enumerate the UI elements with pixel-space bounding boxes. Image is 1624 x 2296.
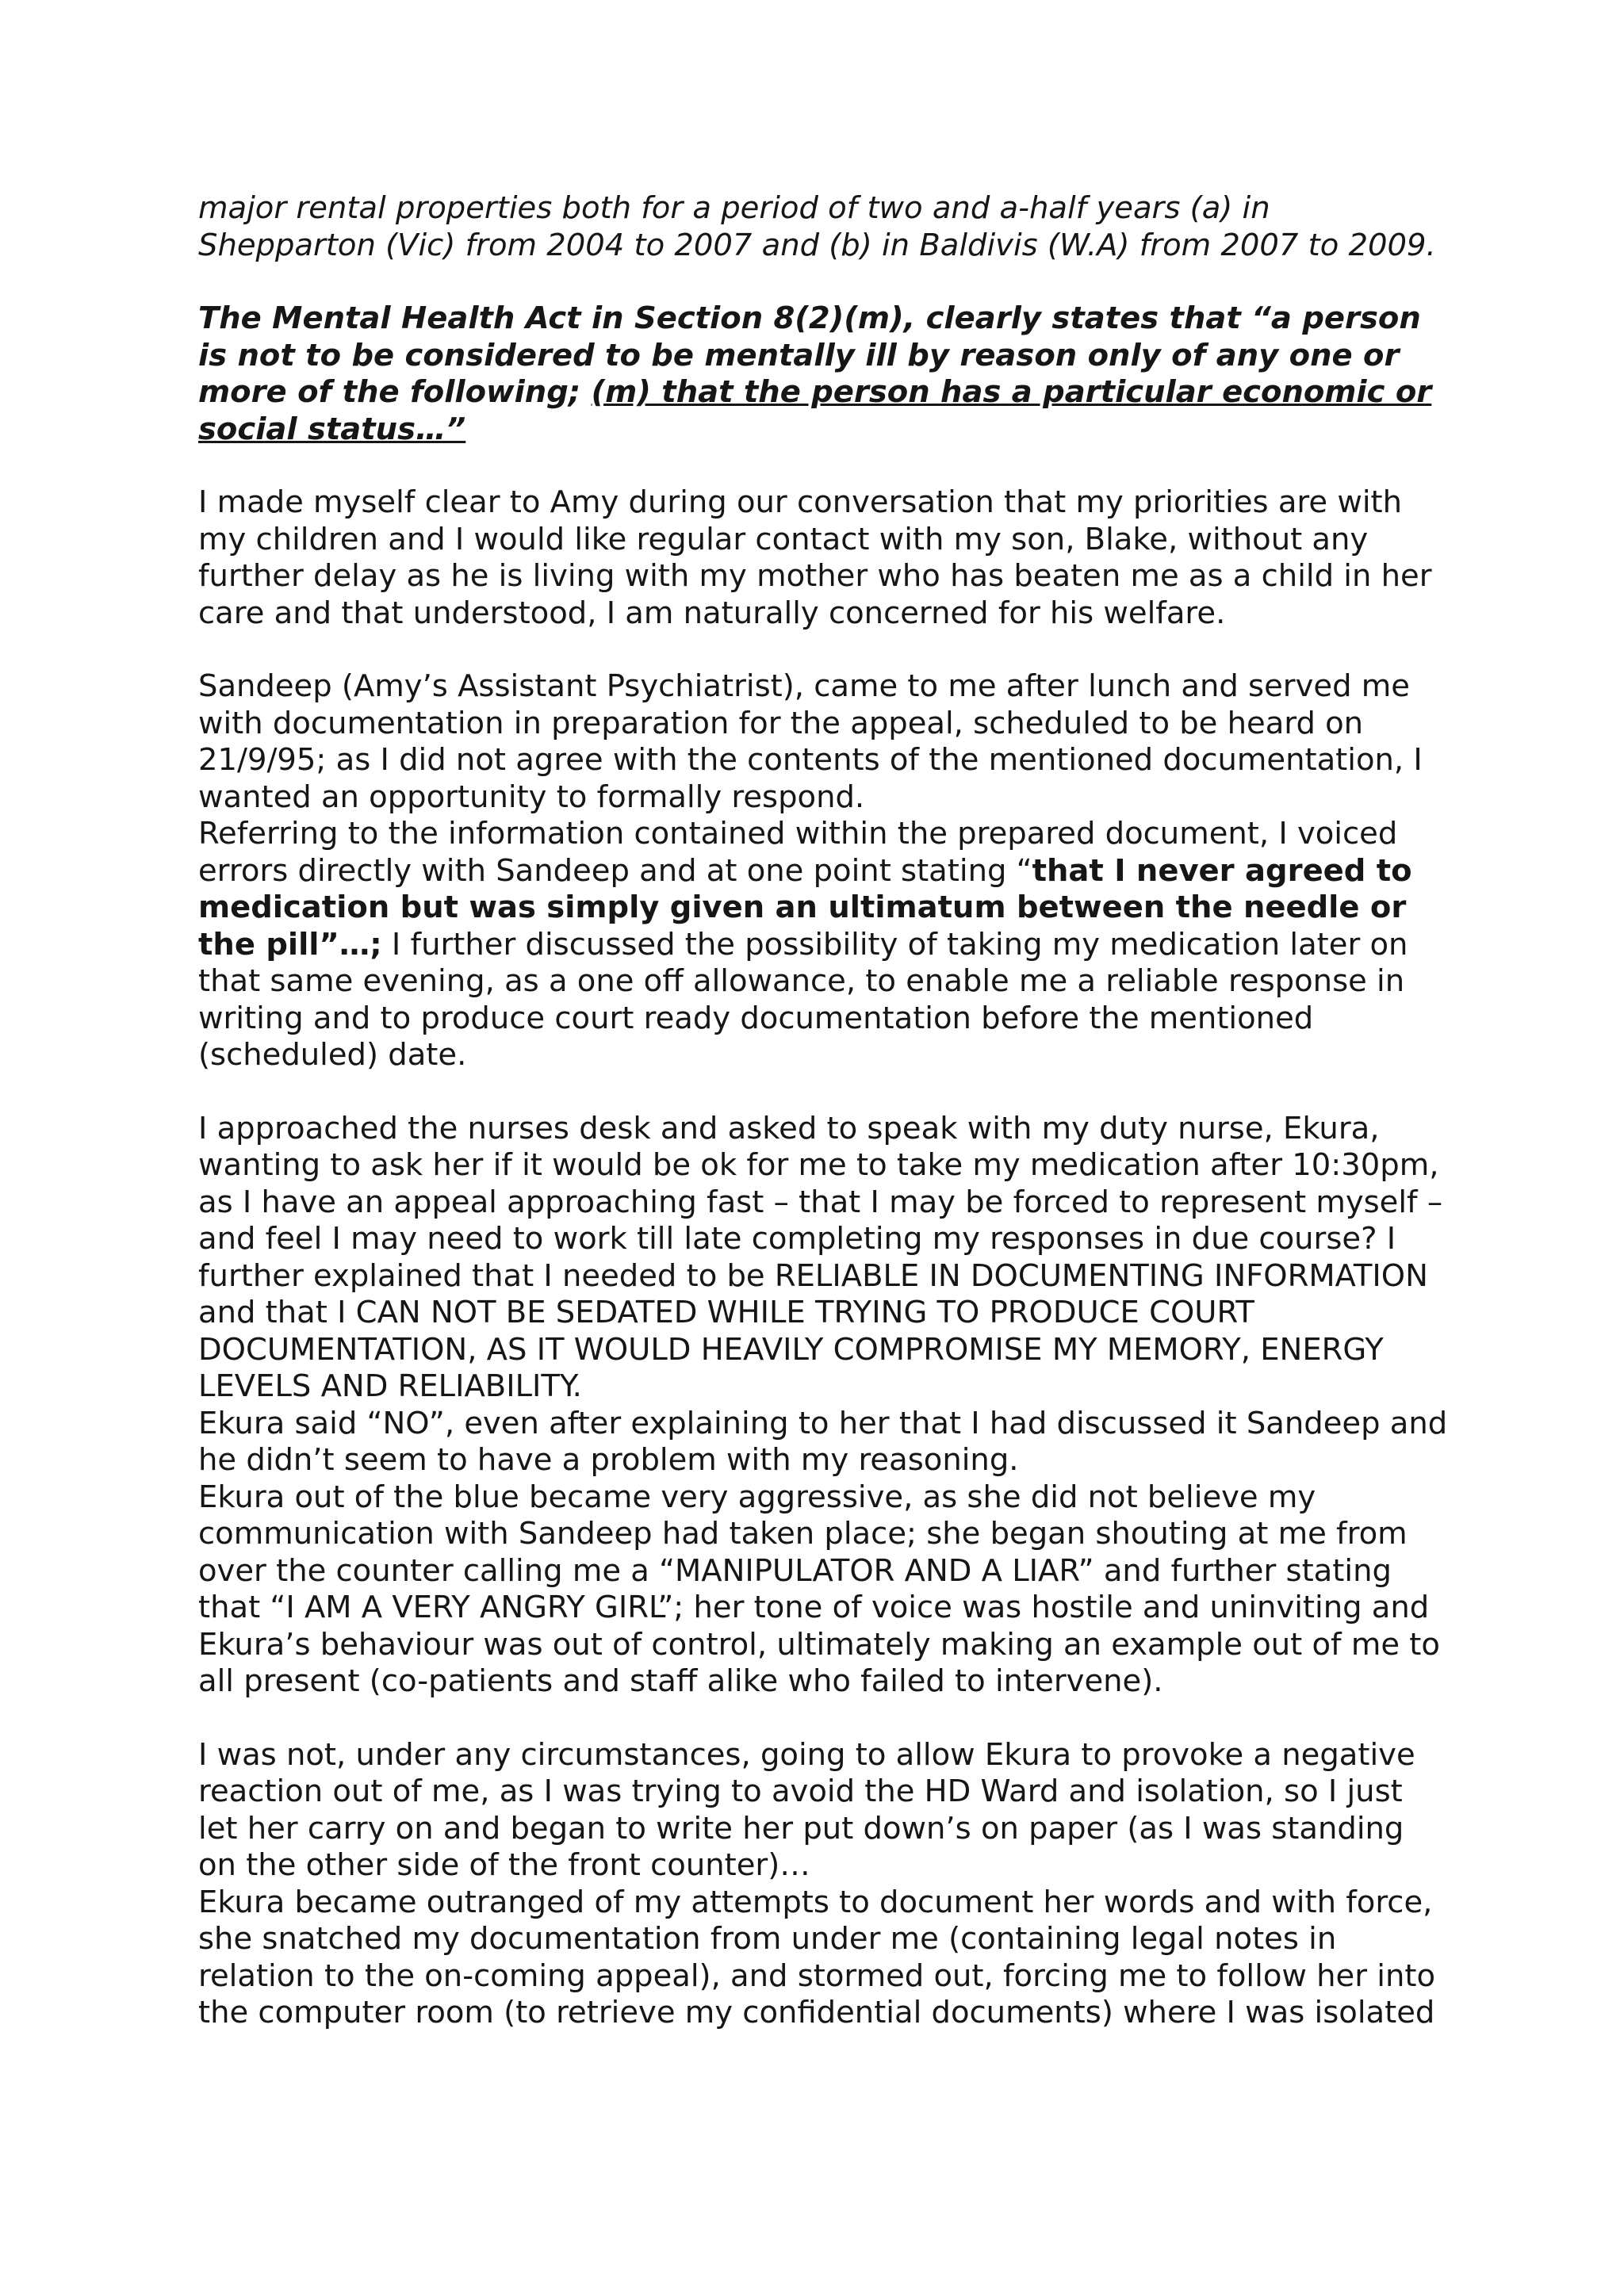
voiced-errors-tail: I further discussed the possibility of taking my medication later on that same evening, as a one off allowance, to enable me a reliable response in writing and to produce court ready documentation before the mentioned (scheduled) date. [198, 926, 1408, 1073]
voiced-errors-bold-quote: that I never agreed to medication but was simply given an ultimatum between the needle or the pill”…; [198, 852, 1412, 962]
paragraph-snatched-documentation: Ekura became outranged of my attempts to document her words and with force, she snatched my documentation from under me (containing legal notes in relation to the on-coming appeal), and stormed out, forcing me to follow her into the computer room (to retrieve my confidential documents) where I was isolated [198, 1884, 1436, 2030]
mental-health-act-quote [198, 300, 1451, 448]
paragraph-voiced-errors [198, 816, 1451, 1074]
quote-underlined-text: (m) that the person has a particular economic or social status…” [198, 374, 1432, 447]
document-page [198, 190, 1451, 2032]
paragraph-gap [198, 264, 1451, 300]
paragraph-sandeep-documentation: Sandeep (Amy’s Assistant Psychiatrist), came to me after lunch and served me with documentation in preparation for the appeal, scheduled to be heard on 21/9/95; as I did not agree with the contents of the mentioned documentation, I wanted an opportunity to formally respond. [198, 668, 1423, 815]
paragraph-gap [198, 1701, 1451, 1737]
paragraph-gap [198, 448, 1451, 484]
paragraph-gap [198, 632, 1451, 668]
voiced-errors-lead: Referring to the information contained within the prepared document, I voiced errors directly with Sandeep and at one point stating “ [198, 816, 1398, 889]
paragraph-ekura-aggressive: Ekura out of the blue became very aggressive, as she did not believe my communication with Sandeep had taken place; she began shouting at me from over the counter calling me a “MANIPULATOR AND A LIAR” and further stating that “I AM A VERY ANGRY GIRL”; her tone of voice was hostile and uninviting and Ekura’s behaviour was out of control, ultimately making an example out of me to all present (co-patients and staff alike who failed to intervene). [198, 1479, 1440, 1699]
paragraph-rental-properties: major rental properties both for a period of two and a-half years (a) in Shepparton (Vic) from 2004 to 2007 and (b) in Baldivis (W.A) from 2007 to 2009. [198, 190, 1436, 263]
paragraph-provoke-reaction: I was not, under any circumstances, going to allow Ekura to provoke a negative reaction out of me, as I was trying to avoid the HD Ward and isolation, so I just let her carry on and began to write her put down’s on paper (as I was standing on the other side of the front counter)… [198, 1736, 1415, 1883]
paragraph-ekura-said-no: Ekura said “NO”, even after explaining to her that I had discussed it Sandeep and he didn’t seem to have a problem with my reasoning. [198, 1405, 1448, 1478]
paragraph-gap [198, 1074, 1451, 1111]
paragraph-priorities: I made myself clear to Amy during our conversation that my priorities are with my children and I would like regular contact with my son, Blake, without any further delay as he is living with my mother who has beaten me as a child in her care and that understood, I am naturally concerned for his welfare. [198, 484, 1432, 631]
quote-lead-text: The Mental Health Act in Section 8(2)(m), clearly states that “a person is not to be considered to be mentally ill by reason only of any one or more of the following; [198, 300, 1421, 410]
paragraph-nurses-desk: I approached the nurses desk and asked to speak with my duty nurse, Ekura, wanting to ask her if it would be ok for me to take my medication after 10:30pm, as I have an appeal approaching fast – that I may be forced to represent myself – and feel I may need to work till late completing my responses in due course? I further explained that I needed to be RELIABLE IN DOCUMENTING INFORMATION and that I CAN NOT BE SEDATED WHILE TRYING TO PRODUCE COURT DOCUMENTATION, AS IT WOULD HEAVILY COMPROMISE MY MEMORY, ENERGY LEVELS AND RELIABILITY. [198, 1110, 1443, 1404]
